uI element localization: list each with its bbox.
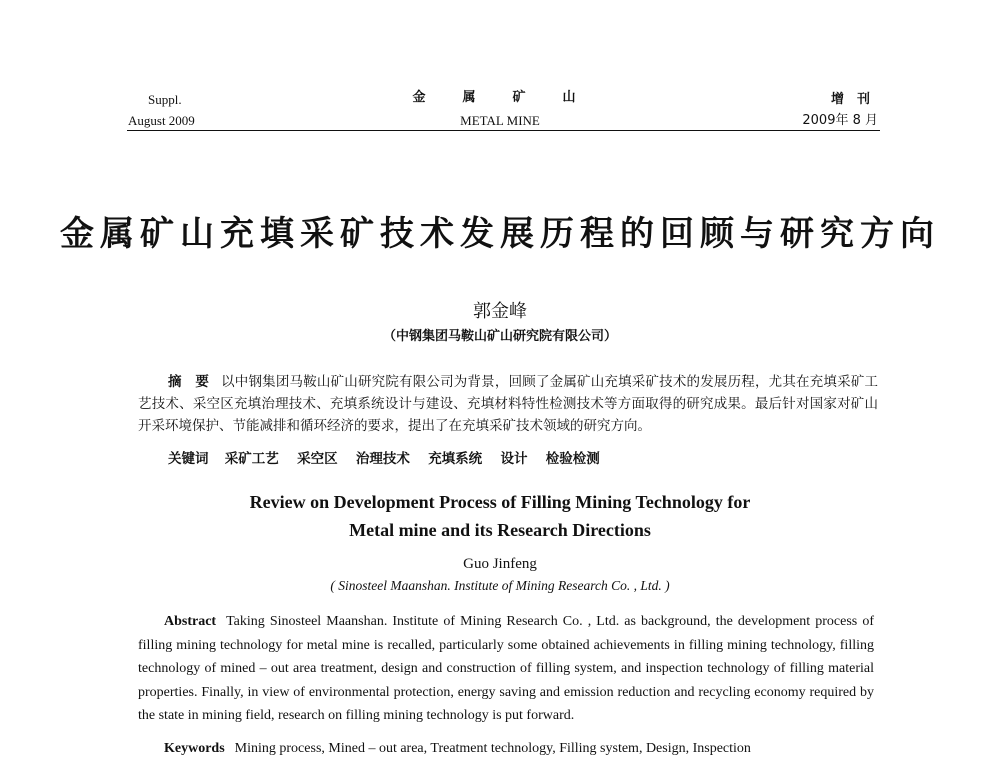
keywords-en: [138, 737, 900, 761]
author-name-cn: 郭金峰: [473, 301, 527, 322]
keywords-cn-label: 关键词: [168, 451, 209, 467]
article-title-cn: 金属矿山充填采矿技术发展历程的回顾与研究方向: [60, 214, 940, 254]
header-rule: [127, 130, 880, 131]
header-supplement-label-cn: 增 刊: [830, 92, 870, 107]
header-supplement-label: Suppl.: [148, 92, 182, 107]
keyword-cn: 检验检测: [545, 451, 600, 467]
header-issue-date-en: August 2009: [128, 113, 195, 128]
header-issue-date-cn: 2009年 8 月: [802, 113, 878, 128]
abstract-en-label: Abstract: [164, 614, 217, 629]
keywords-en-text: Mining process, Mined – out area, Treatment technology, Filling system, Design, Inspection: [234, 741, 751, 756]
abstract-en-text: Taking Sinosteel Maanshan. Institute of Mining Research Co. , Ltd. as background, the development process of filling mining technology for metal mine is recalled, particularly some obtained achievements in filling mining technology, filling technology of mined – out area treatment, design and construction of filling system, and inspection technology of filling material properties. Finally, in view of environmental protection, energy saving and emission reduction and recycling economy required by the state in mining field, research on filling mining technology is put forward.: [138, 614, 874, 723]
article-title-en-line1: Review on Development Process of Filling Mining Technology for: [249, 492, 751, 512]
keywords-cn: [138, 448, 908, 470]
abstract-cn-label: 摘 要: [168, 374, 210, 390]
keyword-cn: 充填系统: [428, 451, 483, 467]
keywords-en-label: Keywords: [164, 741, 225, 756]
keyword-cn: 设计: [500, 451, 528, 467]
header-journal-name-cn: 金 属 矿 山: [412, 90, 588, 105]
affiliation-en: ( Sinosteel Maanshan. Institute of Mining Research Co. , Ltd. ): [330, 578, 670, 593]
header-journal-name-en: METAL MINE: [460, 113, 540, 128]
article-title-en-line2: Metal mine and its Research Directions: [349, 520, 651, 540]
affiliation-cn: （中钢集团马鞍山矿山研究院有限公司）: [382, 329, 617, 344]
keyword-cn: 采矿工艺: [224, 451, 279, 467]
keyword-cn: 治理技术: [355, 451, 410, 467]
keyword-cn: 采空区: [297, 451, 338, 467]
abstract-cn: [138, 371, 878, 437]
abstract-en: [138, 610, 874, 728]
abstract-cn-text: 以中钢集团马鞍山矿山研究院有限公司为背景，回顾了金属矿山充填采矿技术的发展历程，尤其在充填采矿工艺技术、采空区充填治理技术、充填系统设计与建设、充填材料特性检测技术等方面取得的研究成果。最后针对国家对矿山开采环境保护、节能减排和循环经济的要求，提出了在充填采矿技术领域的研究方向。: [138, 374, 879, 434]
author-name-en: Guo Jinfeng: [463, 556, 537, 572]
